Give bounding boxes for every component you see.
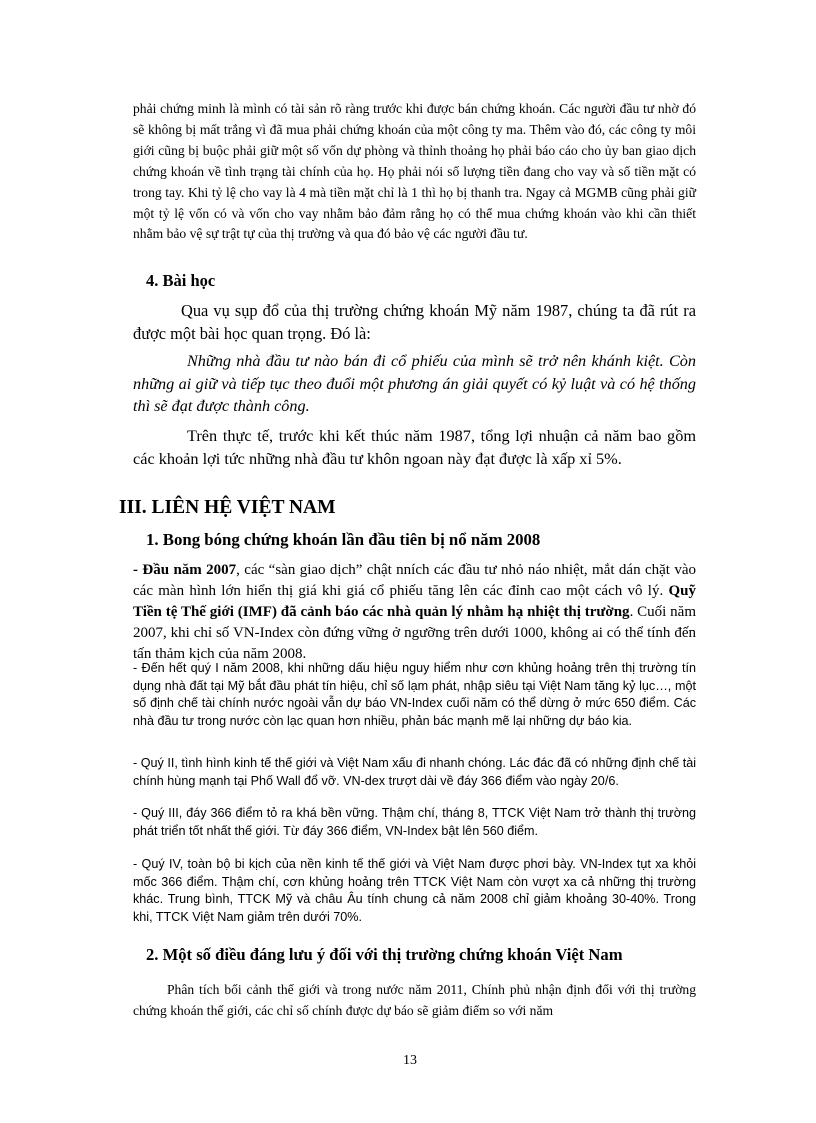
subsection-heading-bubble: 1. Bong bóng chứng khoán lần đầu tiên bị nổ năm 2008 bbox=[146, 530, 541, 549]
continued-paragraph: phải chứng minh là mình có tài sản rõ ràng trước khi được bán chứng khoán. Các người đầu tư nhờ đó sẽ không bị mất trắng vì đã mua phải chứng khoán của một công ty ma. Thêm vào đó, các công ty môi giới cũng bị buộc phải giữ một số vốn dự phòng và thỉnh thoảng họ phải báo cáo cho ủy ban giao dịch chứng khoán về tình trạng tài chính của họ. Họ phải nói số lượng tiền đang cho vay và số tiền mặt có trong tay. Khi tỷ lệ cho vay là 4 mà tiền mặt chỉ là 1 thì họ bị thanh tra. Ngay cả MGMB cũng phải giữ một tỷ lệ vốn có và vốn cho vay nhằm bảo đảm rằng họ có thể mua chứng khoán vào khi cần thiết nhằm bảo vệ sự trật tự của thị trường và qua đó bảo vệ các người đầu tư. bbox=[133, 101, 696, 242]
lesson-heading: 4. Bài học bbox=[146, 271, 216, 290]
paragraph-quarter-1: - Đến hết quý I năm 2008, khi những dấu hiệu nguy hiểm như cơn khủng hoảng trên thị trường tín dụng nhà đất tại Mỹ bắt đầu phát tín hiệu, chỉ số lạm phát, nhập siêu tại Việt Nam tăng kỷ lục…, một số định chế tài chính nước ngoài vẫn dự báo VN-Index cuối năm có thể dừng ở mức 650 điểm. Các nhà đầu tư trong nước còn lạc quan hơn nhiều, phản bác mạnh mẽ lại những dự báo kia. bbox=[133, 661, 696, 728]
bold-imf-warning: Quỹ Tiền tệ Thế giới (IMF) đã cảnh báo các nhà quản lý nhằm hạ nhiệt thị trường bbox=[133, 583, 696, 620]
paragraph-2011: Phân tích bối cảnh thế giới và trong nước năm 2011, Chính phủ nhận định đối với thị trường chứng khoán thế giới, các chỉ số chính được dự báo sẽ giảm điểm so với năm bbox=[133, 982, 696, 1018]
text-2007: , các “sàn giao dịch” chật nních các đầu tư nhỏ náo nhiệt, mắt dán chặt vào các màn hình lớn hiển thị giá khi giá cổ phiếu tăng lên các đỉnh cao một cách vô lý. bbox=[133, 562, 696, 599]
subsection-heading-notes: 2. Một số điều đáng lưu ý đối với thị trường chứng khoán Việt Nam bbox=[146, 945, 623, 964]
lesson-intro: Qua vụ sụp đổ của thị trường chứng khoán Mỹ năm 1987, chúng ta đã rút ra được một bài học quan trọng. Đó là: bbox=[133, 301, 696, 343]
lesson-quote: Những nhà đầu tư nào bán đi cổ phiếu của mình sẽ trở nên khánh kiệt. Còn những ai giữ và tiếp tục theo đuổi một phương án giải quyết có kỷ luật và có hệ thống thì sẽ đạt được thành công. bbox=[133, 352, 696, 415]
section-heading-vietnam: III. LIÊN HỆ VIỆT NAM bbox=[119, 497, 336, 518]
bold-lead-2007: - Đầu năm 2007 bbox=[133, 562, 237, 578]
lesson-conclusion: Trên thực tế, trước khi kết thúc năm 1987, tổng lợi nhuận cả năm bao gồm các khoản lợi tức những nhà đầu tư khôn ngoan này đạt được là xấp xỉ 5%. bbox=[133, 426, 696, 468]
text-imf: . Cuối năm 2007, khi chỉ số VN-Index còn đứng vững ở ngưỡng trên dưới 1000, không ai có thể tính đến tấn thảm kịch của năm 2008. bbox=[133, 604, 696, 662]
paragraph-2007 bbox=[133, 560, 696, 665]
paragraph-quarter-3: - Quý III, đáy 366 điểm tỏ ra khá bền vững. Thậm chí, tháng 8, TTCK Việt Nam trở thành thị trường phát triển tốt nhất thế giới. Từ đáy 366 điểm, VN-Index bật lên 560 điểm. bbox=[133, 806, 696, 838]
paragraph-quarter-2: - Quý II, tình hình kinh tế thế giới và Việt Nam xấu đi nhanh chóng. Lác đác đã có những định chế tài chính hùng mạnh tại Phố Wall đổ vỡ. VN-dex trượt dài về đáy 366 điểm vào ngày 20/6. bbox=[133, 756, 696, 788]
paragraph-quarter-4: - Quý IV, toàn bộ bi kịch của nền kinh tế thế giới và Việt Nam được phơi bày. VN-Index tụt xa khỏi mốc 366 điểm. Thậm chí, cơn khủng hoảng trên TTCK Việt Nam còn vượt xa cả những thị trường khác. Trung bình, TTCK Mỹ và châu Âu tính chung cả năm 2008 chỉ giảm khoảng 30-40%. Trong khi, TTCK Việt Nam giảm trên dưới 70%. bbox=[133, 857, 696, 924]
page-number: 13 bbox=[403, 1053, 417, 1068]
